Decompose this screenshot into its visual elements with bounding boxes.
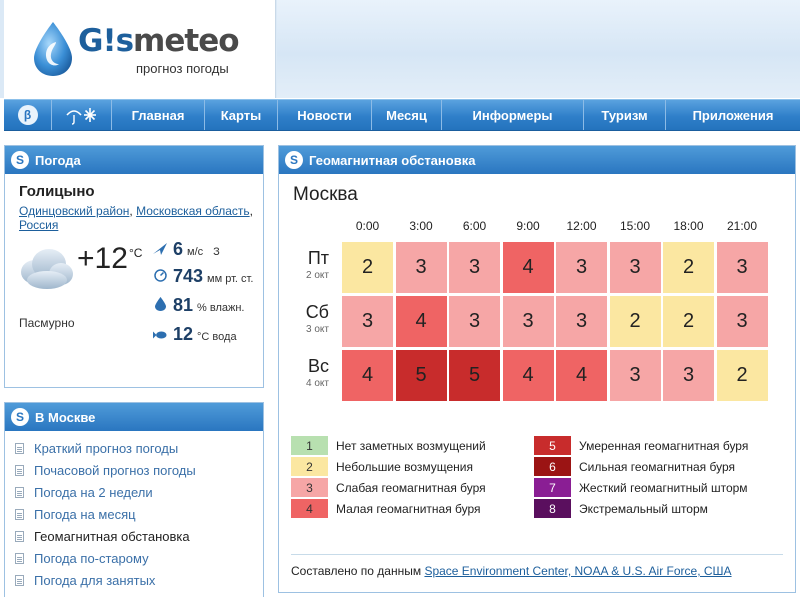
main-nav (4, 99, 800, 131)
legend-item (534, 457, 735, 476)
pressure-gauge-icon (153, 269, 167, 283)
geomagnetic-cell: 2 (609, 295, 662, 348)
temperature-unit: °C (129, 246, 143, 260)
legend-item (534, 499, 708, 518)
humidity-value: 81 (173, 295, 194, 315)
time-label: 15:00 (619, 219, 651, 233)
geomagnetic-cell: 4 (341, 349, 394, 402)
legend-item (534, 436, 748, 455)
geomagnetic-cell: 3 (341, 295, 394, 348)
moscow-link-label[interactable]: Погода для занятых (34, 572, 156, 588)
legend-swatch: 2 (291, 457, 328, 476)
moscow-link-item[interactable] (15, 437, 263, 459)
region-link-district[interactable]: Одинцовский район (19, 204, 130, 218)
wind-direction: З (213, 246, 220, 258)
temperature-value: +12 (77, 242, 128, 275)
weather-panel-title: Погода (35, 152, 81, 168)
day-name: Пт (307, 248, 329, 268)
legend-label: Сильная геомагнитная буря (579, 459, 735, 474)
legend-label: Малая геомагнитная буря (336, 501, 481, 516)
moscow-link-label[interactable]: Погода на 2 недели (34, 484, 153, 500)
site-header (0, 0, 800, 98)
moscow-link-label[interactable]: Погода по-старому (34, 550, 149, 566)
day-name: Сб (305, 302, 329, 322)
geomagnetic-cell: 5 (395, 349, 448, 402)
geomagnetic-cell: 3 (502, 295, 555, 348)
document-icon (15, 575, 24, 586)
document-icon (15, 553, 24, 564)
city-name: Голицыно (19, 183, 95, 200)
geomagnetic-cell: 2 (662, 241, 715, 294)
day-label (285, 302, 329, 335)
moscow-link-label[interactable]: Почасовой прогноз погоды (34, 462, 196, 478)
legend-label: Экстремальный шторм (579, 501, 708, 516)
logo[interactable] (4, 0, 276, 98)
moscow-link-label[interactable]: Геомагнитная обстановка (34, 528, 190, 544)
geomagnetic-cell: 3 (555, 241, 608, 294)
water-temp-row (153, 324, 237, 345)
geomagnetic-cell: 2 (662, 295, 715, 348)
source-link[interactable]: Space Environment Center, NOAA & U.S. Air Force, США (424, 564, 732, 578)
day-name: Вс (307, 356, 329, 376)
legend-swatch: 3 (291, 478, 328, 497)
day-date: 3 окт (306, 324, 329, 335)
moscow-link-label[interactable]: Погода на месяц (34, 506, 136, 522)
legend-item (291, 436, 486, 455)
header-banner-area (277, 0, 800, 98)
legend-swatch: 7 (534, 478, 571, 497)
geomagnetic-panel-title: Геомагнитная обстановка (309, 152, 476, 168)
overcast-cloud-icon (17, 242, 75, 292)
weather-condition: Пасмурно (19, 316, 75, 330)
pressure-unit: мм рт. ст. (207, 273, 254, 285)
geomagnetic-cell: 4 (502, 241, 555, 294)
legend-label: Жесткий геомагнитный шторм (579, 480, 748, 495)
region-link-country[interactable]: Россия (19, 218, 59, 232)
water-temp-unit: °С вода (197, 331, 237, 343)
logo-subtitle: прогноз погоды (136, 61, 229, 76)
gismeteo-mini-icon: S (285, 151, 303, 169)
legend-item (291, 499, 481, 518)
moscow-panel-title: В Москве (35, 409, 96, 425)
water-temp-value: 12 (173, 324, 194, 344)
time-label: 18:00 (673, 219, 704, 233)
geomagnetic-cell: 3 (716, 295, 769, 348)
moscow-link-label[interactable]: Краткий прогноз погоды (34, 440, 179, 456)
geomagnetic-cell: 3 (555, 295, 608, 348)
geomagnetic-cell: 2 (341, 241, 394, 294)
fish-icon (153, 328, 167, 342)
document-icon (15, 509, 24, 520)
time-label: 21:00 (726, 219, 758, 233)
legend-label: Небольшие возмущения (336, 459, 473, 474)
time-label: 0:00 (355, 219, 380, 233)
day-date: 2 окт (306, 270, 329, 281)
geomagnetic-cell: 3 (609, 241, 662, 294)
geomagnetic-cell: 4 (502, 349, 555, 402)
wind-speed: 6 (173, 239, 184, 259)
geo-city-name: Москва (293, 184, 358, 205)
wind-row (153, 239, 220, 260)
beta-icon: β (18, 105, 38, 125)
legend-swatch: 8 (534, 499, 571, 518)
geomagnetic-cell: 3 (662, 349, 715, 402)
logo-meteo: meteo (133, 23, 239, 59)
logo-gis: G!s (78, 23, 134, 59)
geomagnetic-cell: 3 (395, 241, 448, 294)
legend-item (534, 478, 748, 497)
geomagnetic-cell: 3 (448, 295, 501, 348)
document-icon (15, 531, 24, 542)
time-label: 3:00 (409, 219, 433, 233)
moscow-link-item[interactable] (15, 547, 263, 569)
source-prefix: Составлено по данным (291, 564, 425, 578)
nav-item-month[interactable]: Месяц (372, 100, 442, 130)
moscow-panel (4, 402, 264, 597)
time-label: 12:00 (566, 219, 597, 233)
day-label (285, 248, 329, 281)
legend-swatch: 1 (291, 436, 328, 455)
source-note (291, 564, 732, 578)
nav-item-tourism[interactable]: Туризм (584, 100, 666, 130)
gismeteo-mini-icon: S (11, 408, 29, 426)
geomagnetic-cell: 2 (716, 349, 769, 402)
nav-weather-icons-button[interactable] (52, 100, 112, 130)
geomagnetic-cell: 3 (609, 349, 662, 402)
pressure-value: 743 (173, 266, 204, 286)
document-icon (15, 443, 24, 454)
weather-panel (4, 145, 264, 388)
geomagnetic-cell: 5 (448, 349, 501, 402)
legend-item (291, 478, 486, 497)
geomagnetic-cell: 3 (716, 241, 769, 294)
document-icon (15, 487, 24, 498)
legend-swatch: 5 (534, 436, 571, 455)
moscow-link-item[interactable] (15, 503, 263, 525)
wind-unit: м/с (187, 246, 204, 258)
moscow-link-item[interactable] (15, 481, 263, 503)
water-drop-logo-icon (30, 20, 76, 78)
region-link-oblast[interactable]: Московская область (136, 204, 250, 218)
legend-item (291, 457, 473, 476)
gismeteo-mini-icon: S (11, 151, 29, 169)
moscow-link-item[interactable] (15, 569, 263, 591)
moscow-link-item[interactable] (15, 525, 263, 547)
moscow-links-list (5, 431, 263, 591)
wind-direction-icon (153, 242, 167, 256)
nav-item-home[interactable]: Главная (112, 100, 205, 130)
document-icon (15, 465, 24, 476)
geomagnetic-cell: 4 (395, 295, 448, 348)
day-date: 4 окт (306, 378, 329, 389)
humidity-drop-icon (153, 297, 167, 311)
moscow-link-item[interactable] (15, 459, 263, 481)
geomagnetic-cell: 3 (448, 241, 501, 294)
legend-label: Нет заметных возмущений (336, 438, 486, 453)
moscow-panel-header (5, 403, 263, 431)
umbrella-snowflake-icon (65, 105, 99, 125)
day-label (285, 356, 329, 389)
nav-item-informers[interactable]: Информеры (442, 100, 584, 130)
humidity-row (153, 295, 245, 316)
divider (291, 554, 783, 555)
time-label: 6:00 (462, 219, 487, 233)
time-label: 9:00 (516, 219, 540, 233)
nav-beta-button[interactable] (4, 100, 52, 130)
legend-swatch: 4 (291, 499, 328, 518)
geomagnetic-panel-header (279, 146, 795, 174)
geomagnetic-panel (278, 145, 796, 593)
nav-item-apps[interactable]: Приложения (692, 107, 774, 123)
nav-item-maps[interactable]: Карты (205, 100, 278, 130)
humidity-unit: % влажн. (197, 302, 245, 314)
legend-label: Умеренная геомагнитная буря (579, 438, 749, 453)
nav-item-news[interactable]: Новости (278, 100, 372, 130)
geomagnetic-cell: 4 (555, 349, 608, 402)
region-links: Одинцовский район, Московская область, Россия (19, 204, 253, 232)
legend-swatch: 6 (534, 457, 571, 476)
logo-wordmark (78, 24, 239, 58)
pressure-row (153, 266, 253, 287)
legend-label: Слабая геомагнитная буря (336, 480, 486, 495)
weather-panel-header (5, 146, 263, 174)
